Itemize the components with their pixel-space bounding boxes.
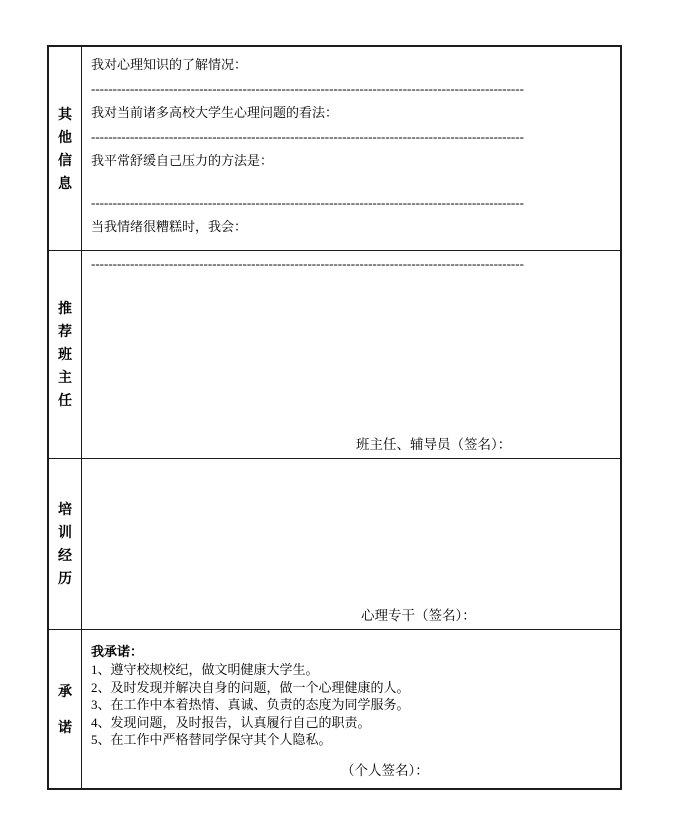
row-pledge-label: 承诺 <box>57 683 72 735</box>
personal-signature-label: （个人签名）： <box>341 763 429 778</box>
pledge-item-1: 1、遵守校规校纪，做文明健康大学生。 <box>91 662 319 677</box>
pledge-item-2: 2、及时发现并解决自身的问题，做一个心理健康的人。 <box>91 679 410 695</box>
row-teacher-recommendation-label-cell <box>49 251 82 458</box>
answer-line-stress-relief[interactable]: ---------------------------------------------------------------------------------------------------- <box>91 195 524 210</box>
row-other-info-content <box>82 47 620 271</box>
row-pledge <box>49 630 620 788</box>
pledge-intro: 我承诺： <box>91 644 144 659</box>
row-other-info-label-cell <box>49 47 82 250</box>
row-teacher-recommendation <box>49 251 620 459</box>
row-training-experience-content <box>82 459 620 629</box>
question-opinion-college-psych: 我对当前诸多高校大学生心理问题的看法： <box>91 105 339 120</box>
pledge-block <box>82 630 620 749</box>
teacher-recommendation-write-area[interactable] <box>82 251 620 434</box>
questions-block <box>82 47 620 276</box>
pledge-item-4: 4、发现问题，及时报告，认真履行自己的职责。 <box>91 714 371 730</box>
row-training-experience-label-cell <box>49 459 82 629</box>
question-bad-mood: 当我情绪很糟糕时，我会： <box>91 219 248 234</box>
pledge-item-5: 5、在工作中严格替同学保守其个人隐私。 <box>91 732 332 747</box>
answer-line-opinion-college-psych[interactable]: ---------------------------------------------------------------------------------------------------- <box>91 129 524 144</box>
psych-officer-signature-label: 心理专干（签名）： <box>361 608 476 623</box>
row-other-info <box>49 47 620 271</box>
answer-line-bad-mood[interactable]: ---------------------------------------------------------------------------------------------------- <box>91 256 524 271</box>
pledge-item-3: 3、在工作中本着热情、真诚、负责的态度为同学服务。 <box>91 697 410 712</box>
training-experience-write-area[interactable] <box>82 459 620 605</box>
form-table <box>47 45 622 790</box>
row-teacher-recommendation-content <box>82 251 620 458</box>
question-psych-knowledge: 我对心理知识的了解情况： <box>91 57 248 72</box>
row-training-experience-label: 培训经历 <box>57 501 72 586</box>
row-other-info-label: 其他信息 <box>57 105 72 191</box>
teacher-counselor-signature-label: 班主任、辅导员（签名）： <box>356 437 512 452</box>
row-training-experience <box>49 459 620 630</box>
row-pledge-content <box>82 630 620 788</box>
row-pledge-label-cell <box>49 630 82 788</box>
row-teacher-recommendation-label: 推荐班主任 <box>57 300 72 408</box>
question-stress-relief: 我平常舒缓自己压力的方法是： <box>91 153 274 168</box>
answer-line-psych-knowledge[interactable]: ---------------------------------------------------------------------------------------------------- <box>91 81 524 96</box>
